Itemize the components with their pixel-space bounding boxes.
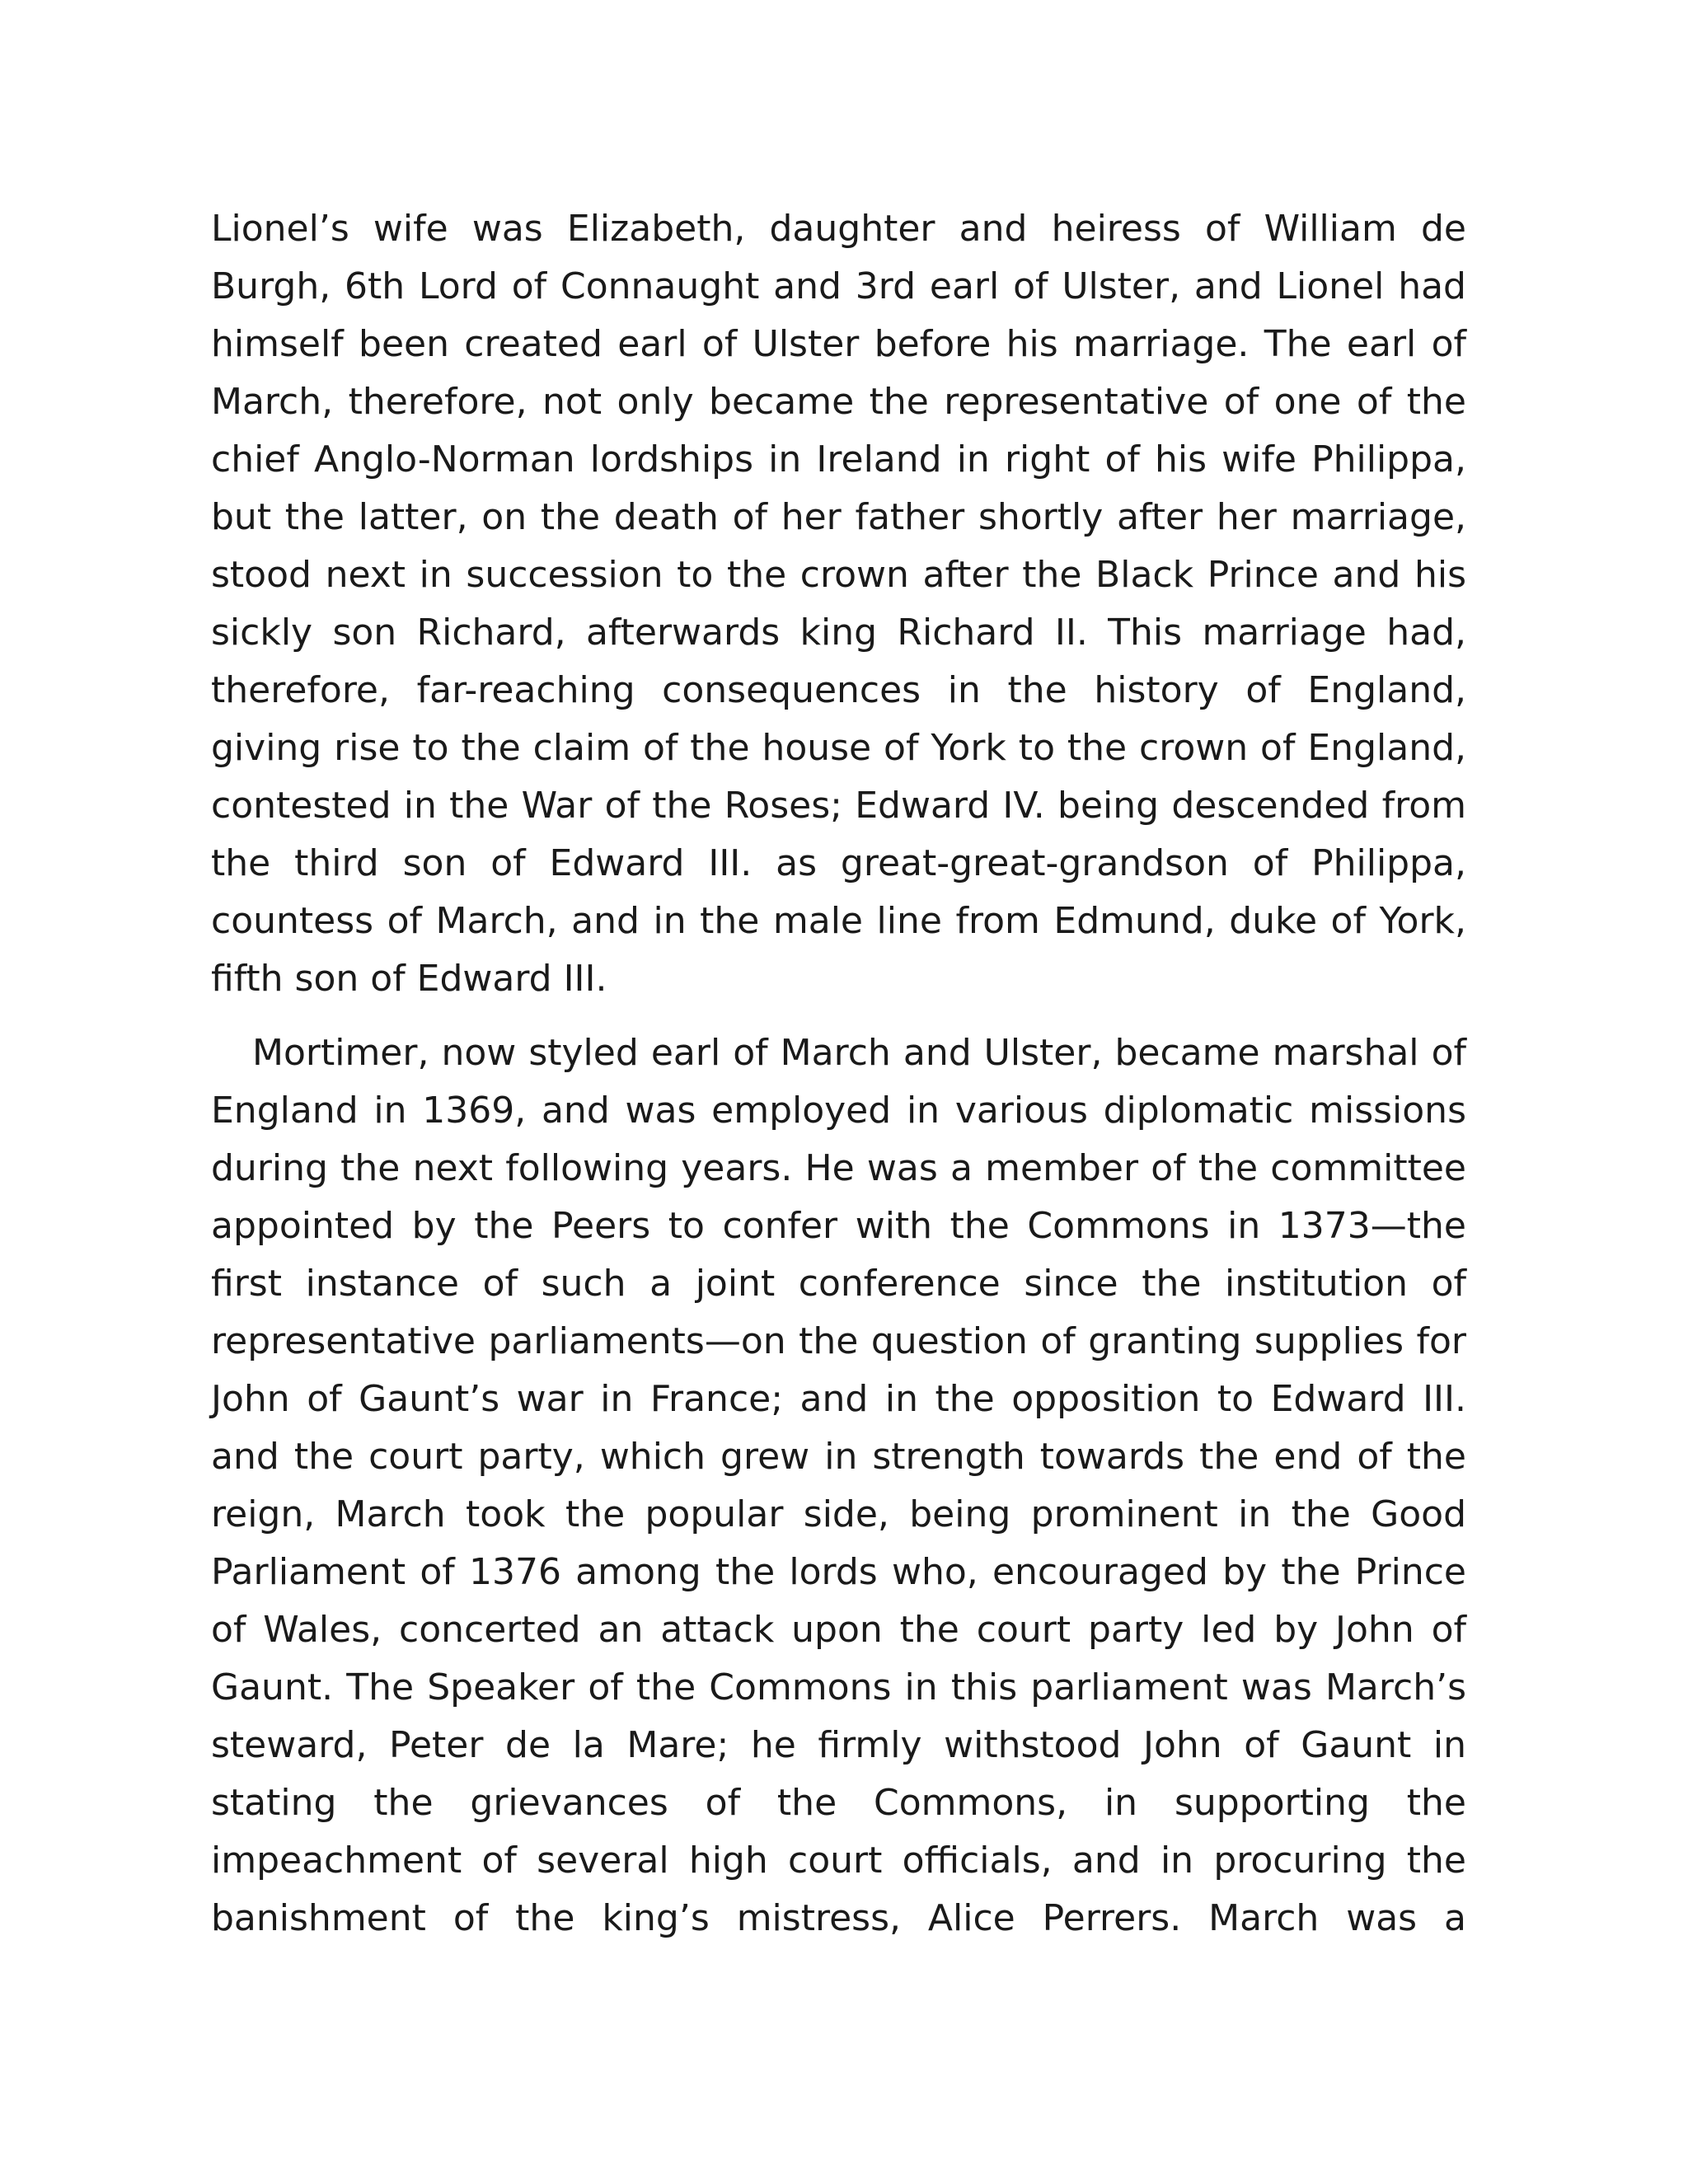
text-line: stood next in succession to the crown after the Black Prince and his (211, 554, 1466, 596)
text-line: reign, March took the popular side, being prominent in the Good (211, 1493, 1466, 1535)
text-line: March, therefore, not only became the representative of one of the (211, 381, 1466, 423)
text-line: countess of March, and in the male line from Edmund, duke of York, (211, 900, 1466, 942)
text-line: appointed by the Peers to confer with the Commons in 1373—the (211, 1205, 1466, 1247)
text-line: Burgh, 6th Lord of Connaught and 3rd earl of Ulster, and Lionel had (211, 265, 1466, 307)
text-line: John of Gaunt’s war in France; and in the opposition to Edward III. (211, 1378, 1466, 1420)
text-line: giving rise to the claim of the house of York to the crown of England, (211, 727, 1466, 769)
paragraph-1 (211, 200, 1466, 1008)
text-line: stating the grievances of the Commons, in supporting the (211, 1782, 1466, 1824)
text-line: impeachment of several high court officials, and in procuring the (211, 1840, 1466, 1882)
text-line: banishment of the king’s mistress, Alice Perrers. March was a (211, 1897, 1466, 1939)
text-line: Lionel’s wife was Elizabeth, daughter and heiress of William de (211, 208, 1466, 250)
text-line: during the next following years. He was a member of the committee (211, 1147, 1466, 1189)
text-line: England in 1369, and was employed in various diplomatic missions (211, 1090, 1466, 1132)
text-line: the third son of Edward III. as great-great-grandson of Philippa, (211, 842, 1466, 884)
text-line: contested in the War of the Roses; Edward IV. being descended from (211, 785, 1466, 827)
text-line: representative parliaments—on the question of granting supplies for (211, 1320, 1466, 1362)
text-line: himself been created earl of Ulster before his marriage. The earl of (211, 323, 1466, 365)
text-line: Gaunt. The Speaker of the Commons in this parliament was March’s (211, 1666, 1466, 1708)
text-line: of Wales, concerted an attack upon the court party led by John of (211, 1609, 1466, 1651)
text-line: first instance of such a joint conference since the institution of (211, 1263, 1466, 1305)
text-line: steward, Peter de la Mare; he firmly withstood John of Gaunt in (211, 1724, 1466, 1766)
text-line: but the latter, on the death of her father shortly after her marriage, (211, 496, 1466, 538)
paragraph-2 (211, 1024, 1466, 1947)
text-line: therefore, far-reaching consequences in the history of England, (211, 669, 1466, 711)
text-line: Mortimer, now styled earl of March and Ulster, became marshal of (252, 1032, 1466, 1074)
text-line: chief Anglo-Norman lordships in Ireland in right of his wife Philippa, (211, 438, 1466, 480)
text-line: sickly son Richard, afterwards king Richard II. This marriage had, (211, 612, 1466, 654)
text-line: fifth son of Edward III. (211, 958, 607, 1000)
paragraph-spacer (211, 1008, 1466, 1024)
body-text (211, 200, 1466, 1947)
text-line: and the court party, which grew in strength towards the end of the (211, 1436, 1466, 1478)
text-line: Parliament of 1376 among the lords who, encouraged by the Prince (211, 1551, 1466, 1593)
